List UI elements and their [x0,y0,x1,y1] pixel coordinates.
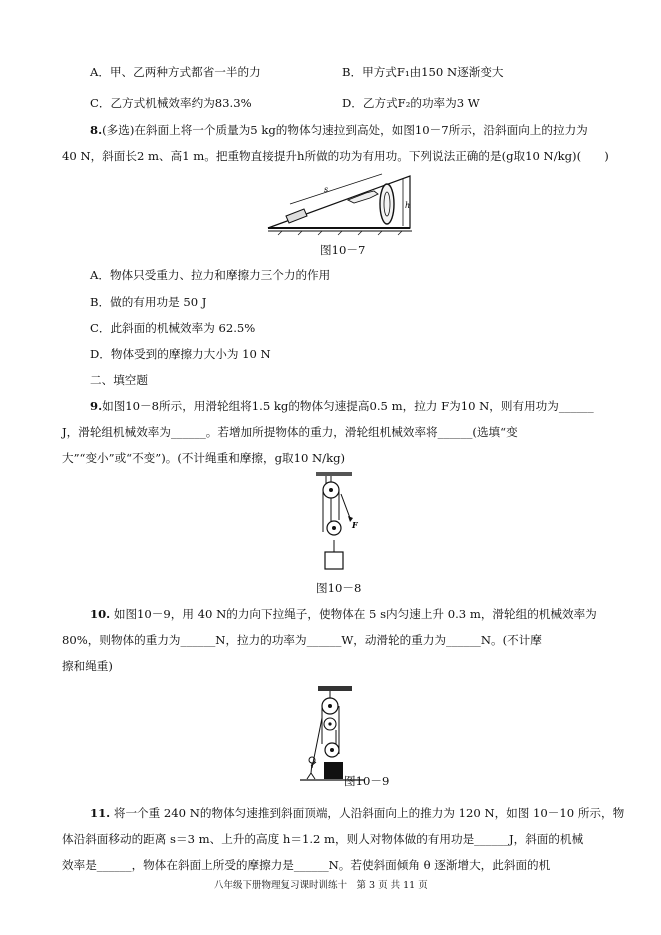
q8-option-a: A．物体只受重力、拉力和摩擦力三个力的作用 [90,268,331,282]
q11-line1: 11. 将一个重 240 N的物体匀速推到斜面顶端，人沿斜面向上的推力为 120 N，如图 10－10 所示，物 [90,806,625,820]
q10-line1: 10. 如图10－9，用 40 N的力向下拉绳子，使物体在 5 s内匀速上升 0.3 m，滑轮组的机械效率为 [90,607,597,621]
incline-figure-10-7 [262,170,422,236]
ceiling-support [316,472,352,476]
q8-option-d: D．物体受到的摩擦力大小为 10 N [90,347,271,361]
page-footer: 八年级下册物理复习课时训练十 第 3 页 共 11 页 [214,880,428,891]
fixed-pulley-lower [324,718,336,730]
force-arrow [348,516,359,530]
q7-option-c: C．乙方式机械效率约为83.3% [90,96,252,110]
svg-text:F: F [352,520,358,530]
q7-option-a: A．甲、乙两种方式都省一半的力 [90,65,261,79]
figure-10-8-caption: 图10－8 [316,581,362,595]
q8-number: 8. [90,123,103,137]
svg-text:h: h [405,201,411,210]
heavy-load [324,762,343,779]
q9-line1: 9.如图10－8所示，用滑轮组将1.5 kg的物体匀速提高0.5 m，拉力 F为10 N，则有用功为______ [90,399,594,413]
q10-line3: 擦和绳重) [62,659,113,673]
q8-option-c: C．此斜面的机械效率为 62.5% [90,321,256,335]
svg-text:s: s [324,185,329,194]
q11-line2: 体沿斜面移动的距离 s＝3 m、上升的高度 h＝1.2 m，则人对物体做的有用功是______J，斜面的机械 [62,832,584,846]
q9-line3: 大”“变小”或“不变”)。(不计绳重和摩擦，g取10 N/kg) [62,451,346,465]
q8-option-b: B．做的有用功是 50 J [90,295,207,309]
q11-number: 11. [90,806,111,820]
q10-line2: 80%，则物体的重力为______N，拉力的功率为______W，动滑轮的重力为______N。(不计摩 [62,633,542,647]
section-2-title: 二、填空题 [90,373,148,387]
pulley-figure-10-9 [296,684,368,782]
pulley-figure-10-8 [310,470,360,576]
q8-line2: 40 N，斜面长2 m、高1 m。把重物直接提升h所做的功为有用功。下列说法正确的是(g取10 N/kg)( ) [62,149,609,163]
q10-number: 10. [90,607,111,621]
pulley-wheel [380,184,394,224]
q11-line3: 效率是______，物体在斜面上所受的摩擦力是______N。若使斜面倾角 θ 逐渐增大，此斜面的机 [62,858,551,872]
fixed-pulley [323,482,339,498]
q9-line2: J，滑轮组机械效率为______。若增加所提物体的重力，滑轮组机械效率将______(选填“变 [62,425,518,439]
incline-hatching [278,231,402,235]
movable-pulley [327,521,341,535]
ceiling-support [318,686,352,691]
figure-10-7-caption: 图10－7 [320,243,366,257]
person-pulling [307,757,316,779]
q8-line1: 8.(多选)在斜面上将一个质量为5 kg的物体匀速拉到高处，如图10－7所示，沿斜面向上的拉力为 [90,123,588,137]
q9-number: 9. [90,399,103,413]
fixed-pulley-upper [322,698,338,714]
hanging-weight [325,552,343,569]
q7-option-b: B．甲方式F₁由150 N逐渐变大 [342,65,504,79]
figure-10-9-caption: 图10－9 [344,774,390,788]
q7-option-d: D．乙方式F₂的功率为3 W [342,96,480,110]
movable-pulley [325,743,339,757]
